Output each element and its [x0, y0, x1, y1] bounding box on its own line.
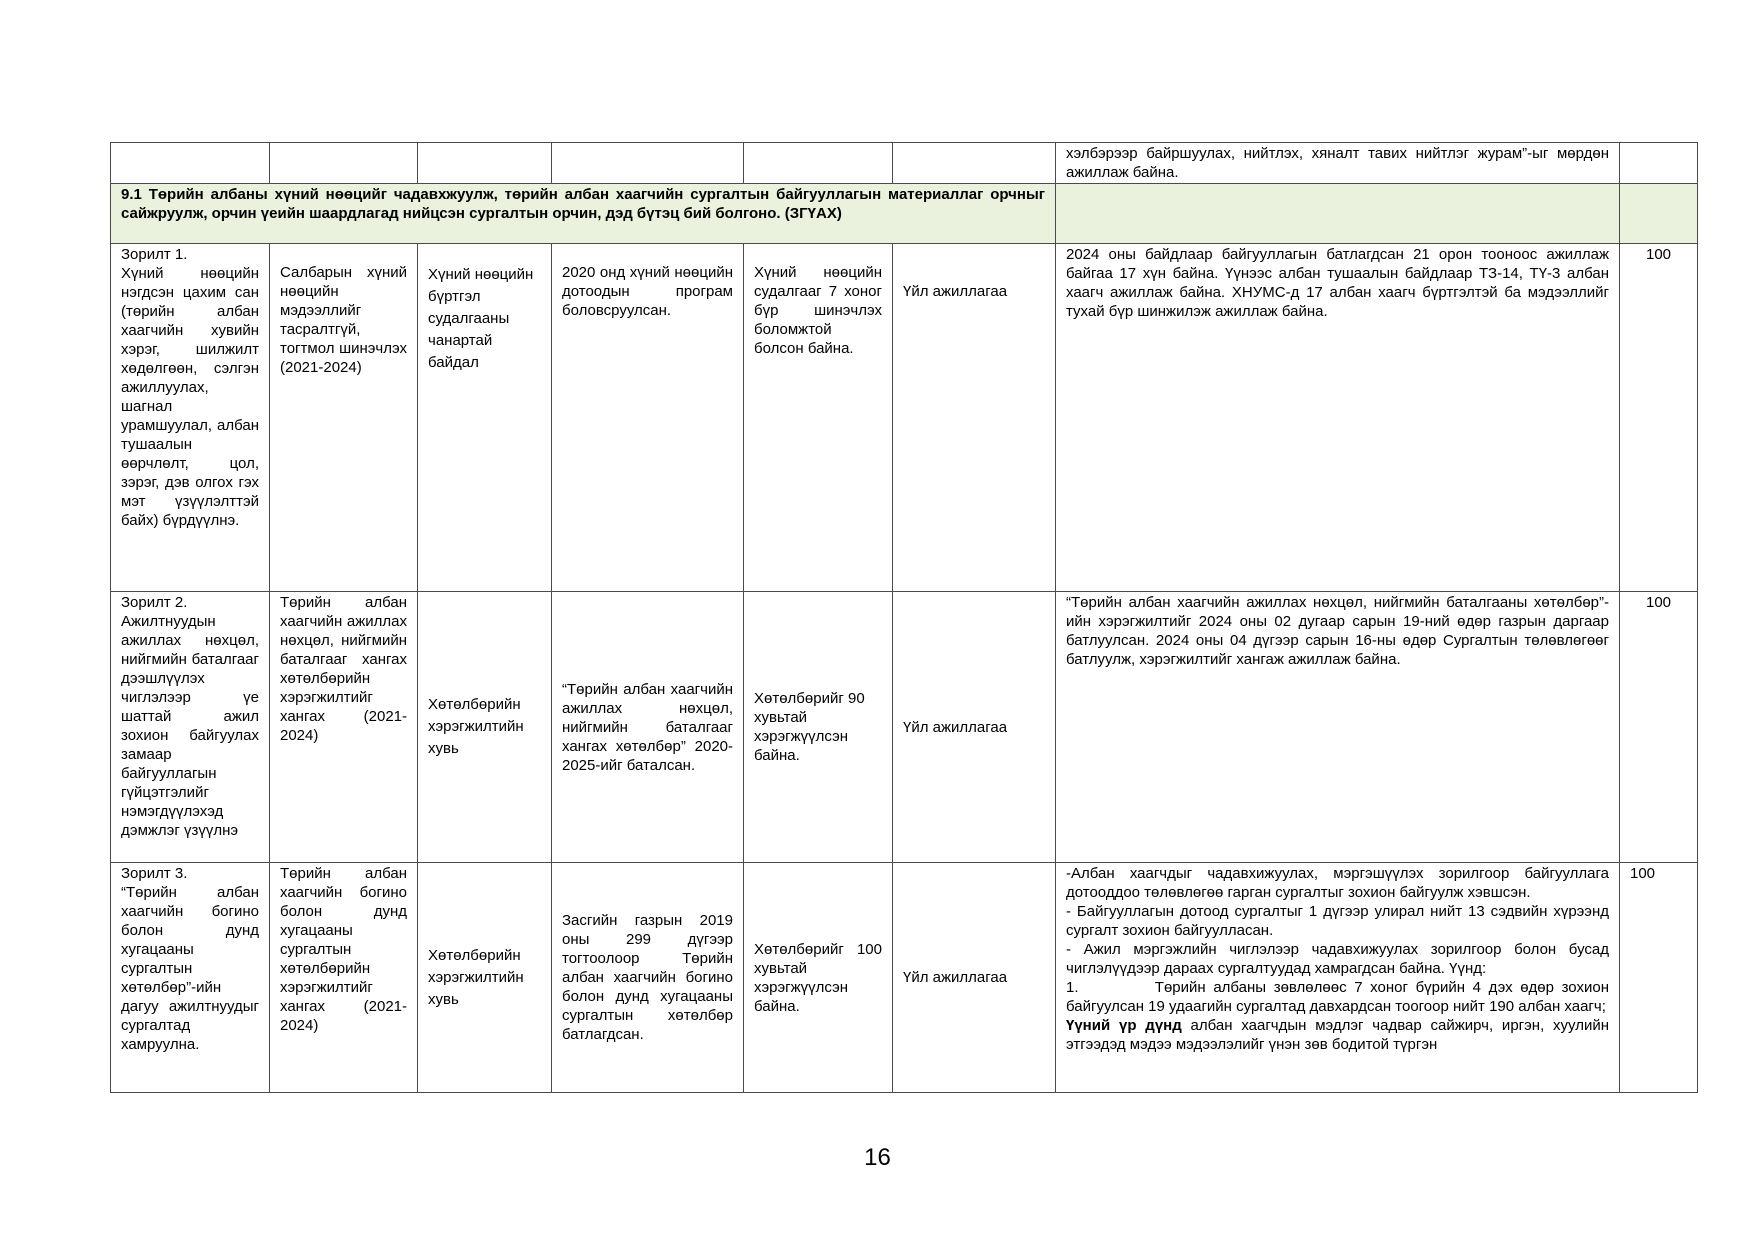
report-cell: [1056, 863, 1620, 1093]
activity-cell: Төрийн албан хаагчийн ажиллах нөхцөл, нийгмийн баталгааг хангах хөтөлбөрийн хэрэгжилтийг хангах (2021-2024): [270, 592, 418, 863]
report-result-label: Үүний үр дүнд: [1066, 1017, 1182, 1034]
report-paragraph: - Байгууллагын дотоод сургалтыг 1 дүгээр улирал нийт 13 сэдвийн хүрээнд сургалт зохион байгуулласан.: [1066, 903, 1609, 939]
activity-cell: Төрийн албан хаагчийн богино болон дунд хугацааны сургалтын хөтөлбөрийн хэрэгжилтийг хангах (2021-2024): [270, 863, 418, 1093]
score-cell: 100: [1620, 592, 1698, 863]
page-number: 16: [864, 1144, 891, 1171]
section-header-row: [111, 184, 1698, 244]
target-cell: Хүний нөөцийн судалгааг 7 хоног бүр шинэчлэх боломжтой болсон байна.: [744, 244, 893, 592]
report-table: [110, 142, 1698, 1093]
report-paragraph: [1066, 1016, 1609, 1054]
activity-cell: Салбарын хүний нөөцийн мэдээллийг тасралтгүй, тогтмол шинэчлэх (2021-2024): [270, 244, 418, 592]
empty-cell: [552, 143, 744, 184]
report-paragraph: -Албан хаагчдыг чадавхижуулах, мэргэшүүлэх зорилгоор байгууллага дотооддоо төлөвлөгөө гарган сургалтыг зохион байгуулж хэвшсэн.: [1066, 865, 1609, 901]
empty-cell: [270, 143, 418, 184]
empty-cell: [893, 143, 1056, 184]
empty-cell: [744, 143, 893, 184]
score-cell: 100: [1620, 244, 1698, 592]
goal-cell: Зорилт 3. “Төрийн албан хаагчийн богино болон дунд хугацааны сургалтын хөтөлбөр”-ийн дагуу ажилтнуудыг сургалтад хамруулна.: [111, 863, 270, 1093]
report-paragraph: - Ажил мэргэжлийн чиглэлээр чадавхижуулах зорилгоор болон бусад чиглэлүүдээр дараах сургалтуудад хамрагдсан байна. Үүнд:: [1066, 941, 1609, 977]
score-cell: 100: [1620, 863, 1698, 1093]
goal-cell: Зорилт 2. Ажилтнуудын ажиллах нөхцөл, нийгмийн баталгааг дээшлүүлэх чиглэлээр үе шаттай ажил зохион байгуулах замаар байгууллагын гүйцэтгэлийг нэмэгдүүлэхэд дэмжлэг үзүүлнэ: [111, 592, 270, 863]
empty-cell: [111, 143, 270, 184]
empty-cell: [1620, 143, 1698, 184]
report-cell: 2024 оны байдлаар байгууллагын батлагдсан 21 орон тооноос ажиллаж байгаа 17 хүн байна. Үүнээс албан тушаалын байдлаар ТЗ-14, ТҮ-3 албан хаагч ажиллаж байна. ХНУМС-д 17 албан хаагч бүртгэлтэй ба мэдээллийг тухай бүр шинжилэж ажиллаж байна.: [1056, 244, 1620, 592]
table-row-continued: [111, 143, 1698, 184]
baseline-cell: “Төрийн албан хаагчийн ажиллах нөхцөл, нийгмийн баталгааг хангах хөтөлбөр” 2020-2025-ийг баталсан.: [552, 592, 744, 863]
table-row: [111, 592, 1698, 863]
baseline-cell: 2020 онд хүний нөөцийн дотоодын програм боловсруулсан.: [552, 244, 744, 592]
target-cell: Хөтөлбөрийг 100 хувьтай хэрэгжүүлсэн байна.: [744, 863, 893, 1093]
table-row: [111, 244, 1698, 592]
empty-cell: [1056, 184, 1620, 244]
table-row: [111, 863, 1698, 1093]
target-cell: Хөтөлбөрийг 90 хувьтай хэрэгжүүлсэн байна.: [744, 592, 893, 863]
report-cell: “Төрийн албан хаагчийн ажиллах нөхцөл, нийгмийн баталгааны хөтөлбөр”-ийн хэрэгжилтийг 2024 оны 02 дугаар сарын 19-ний өдөр газрын даргаар батлуулсан. 2024 оны 04 дүгээр сарын 16-ны өдөр Сургалтын төлөвлөгөөг батлуулж, хэрэгжилтийг хангаж ажиллаж байна.: [1056, 592, 1620, 863]
empty-cell: [1620, 184, 1698, 244]
indicator-cell: Хөтөлбөрийн хэрэгжилтийн хувь: [418, 592, 552, 863]
baseline-cell: Засгийн газрын 2019 оны 299 дүгээр тогтоолоор Төрийн албан хаагчийн богино болон дунд хугацааны сургалтын хөтөлбөр батлагдсан.: [552, 863, 744, 1093]
section-heading: 9.1 Төрийн албаны хүний нөөцийг чадавхжуулж, төрийн албан хаагчийн сургалтын байгууллагын материаллаг орчныг сайжруулж, орчин үеийн шаардлагад нийцсэн сургалтын орчин, дэд бүтэц бий болгоно. (ЗГҮАХ): [111, 184, 1056, 244]
responsible-cell: Үйл ажиллагаа: [893, 863, 1056, 1093]
indicator-cell: Хөтөлбөрийн хэрэгжилтийн хувь: [418, 863, 552, 1093]
goal-cell: Зорилт 1. Хүний нөөцийн нэгдсэн цахим сан (төрийн албан хаагчийн хувийн хэрэг, шилжилт хөдөлгөөн, сэлгэн ажиллуулах, шагнал урамшуулал, албан тушаалын өөрчлөлт, цол, зэрэг, дэв олгох гэх мэт үзүүлэлттэй байх) бүрдүүлнэ.: [111, 244, 270, 592]
responsible-cell: Үйл ажиллагаа: [893, 592, 1056, 863]
report-result-text: албан хаагчдын мэдлэг чадвар сайжирч, иргэн, хуулийн этгээдэд мэдээ мэдээлэлийг үнэн зөв бодитой түргэн: [1066, 1017, 1609, 1053]
report-cell: хэлбэрээр байршуулах, нийтлэх, хяналт тавих нийтлэг журам”-ыг мөрдөн ажиллаж байна.: [1056, 143, 1620, 184]
responsible-cell: Үйл ажиллагаа: [893, 244, 1056, 592]
indicator-cell: Хүний нөөцийн бүртгэл судалгааны чанартай байдал: [418, 244, 552, 592]
empty-cell: [418, 143, 552, 184]
report-list-item: 1. Төрийн албаны зөвлөлөөс 7 хоног бүрийн 4 дэх өдөр зохион байгуулсан 19 удаагийн сургалтад давхардсан тоогоор нийт 190 албан хаагч;: [1066, 979, 1609, 1015]
